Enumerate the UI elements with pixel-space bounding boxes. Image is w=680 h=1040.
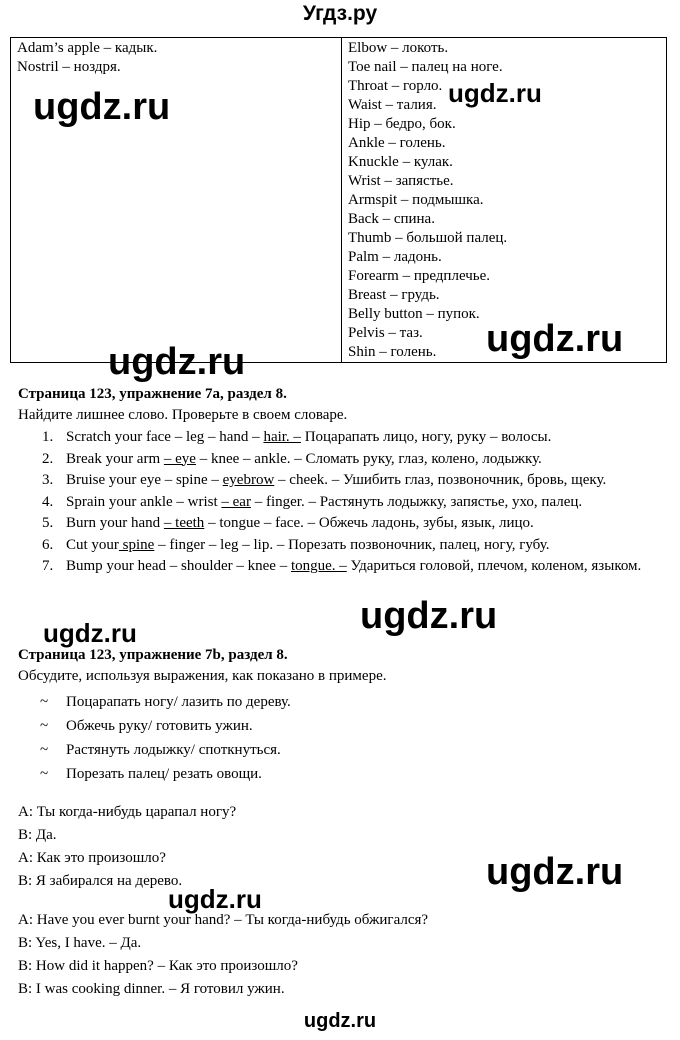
list-item	[18, 714, 291, 738]
exercise-item	[18, 470, 663, 492]
item-text: Bump your head – shoulder – knee –	[66, 558, 291, 574]
item-number: 2.	[42, 450, 54, 467]
exercise-7a-list	[18, 427, 663, 578]
site-title: Угдз.ру	[302, 2, 378, 25]
list-item	[18, 762, 291, 786]
item-text: – finger – leg – lip. – Порезать позвоночник, палец, ногу, губу.	[154, 536, 550, 553]
expression-text: Растянуть лодыжку/ споткнуться.	[66, 742, 281, 758]
vocab-entry: Waist – талия.	[348, 97, 437, 113]
section-7b-title: Страница 123, упражнение 7b, раздел 8.	[18, 647, 288, 663]
tilde-bullet: ~	[40, 766, 49, 782]
item-number: 4.	[42, 493, 54, 510]
watermark: ugdz.ru	[108, 341, 246, 383]
item-text: – tongue – face. – Обжечь ладонь, зубы, язык, лицо.	[204, 515, 534, 531]
vocab-entry: Ankle – голень.	[348, 135, 446, 151]
item-number: 5.	[42, 515, 54, 531]
vocab-entry: Palm – ладонь.	[348, 249, 442, 265]
dialog-english	[18, 909, 428, 1001]
vocab-entry: Pelvis – таз.	[348, 325, 423, 341]
watermark: ugdz.ru	[168, 884, 262, 914]
item-number: 3.	[42, 472, 54, 488]
vocab-entry: Armspit – подмышка.	[348, 192, 484, 208]
vocab-entry: Forearm – предплечье.	[348, 268, 491, 284]
item-text: Sprain your ankle – wrist	[66, 493, 222, 510]
vocab-entry: Breast – грудь.	[348, 287, 440, 303]
item-text: Bruise your eye – spine –	[66, 472, 223, 488]
odd-word: – eye	[163, 450, 196, 467]
watermark: ugdz.ru	[486, 851, 624, 893]
tilde-bullet: ~	[40, 694, 49, 710]
list-item	[18, 690, 291, 714]
item-text: – knee – ankle. – Сломать руку, глаз, колено, лодыжку.	[195, 450, 542, 467]
exercise-item	[18, 513, 663, 535]
vocab-entry: Shin – голень.	[348, 344, 437, 360]
dialog-line: A: Ты когда-нибудь царапал ногу?	[18, 804, 237, 820]
tilde-bullet: ~	[40, 718, 49, 734]
watermark: ugdz.ru	[33, 86, 171, 128]
expression-text: Поцарапать ногу/ лазить по дереву.	[66, 694, 291, 710]
item-text: Burn your hand	[66, 515, 164, 531]
dialog-line: B: Yes, I have. – Да.	[18, 935, 142, 951]
odd-word: eyebrow	[222, 472, 275, 488]
vocab-entry: Nostril – ноздря.	[17, 59, 121, 75]
item-text: Cut your	[66, 536, 119, 553]
odd-word: – ear	[221, 493, 251, 510]
vocab-entry: Thumb – большой палец.	[348, 230, 508, 246]
watermark: ugdz.ru	[448, 78, 542, 108]
dialog-line: B: Я забирался на дерево.	[18, 873, 183, 889]
dialog-line: A: Как это произошло?	[18, 850, 166, 866]
expression-list	[18, 690, 291, 786]
exercise-item	[18, 492, 663, 514]
vocab-entry: Knuckle – кулак.	[348, 154, 453, 170]
exercise-item	[18, 449, 663, 471]
item-text: Поцарапать лицо, ногу, руку – волосы.	[300, 429, 552, 445]
item-text: Break your arm	[66, 450, 164, 467]
exercise-item	[18, 556, 663, 578]
footer-watermark: ugdz.ru	[303, 1010, 377, 1032]
dialog-line: B: How did it happen? – Как это произошло?	[18, 958, 298, 974]
vocab-entry: Adam’s apple – кадык.	[17, 40, 158, 56]
expression-text: Обжечь руку/ готовить ужин.	[66, 718, 253, 734]
vocab-entry: Elbow – локоть.	[348, 40, 449, 56]
dialog-line: B: Да.	[18, 827, 57, 843]
watermark: ugdz.ru	[43, 618, 137, 648]
vocab-entry: Toe nail – палец на ноге.	[348, 59, 503, 75]
item-number: 6.	[42, 536, 54, 553]
list-item	[18, 738, 291, 762]
section-7a-instruction: Найдите лишнее слово. Проверьте в своем словаре.	[18, 407, 348, 423]
item-text: Scratch your face – leg – hand –	[66, 429, 264, 445]
odd-word: hair. –	[263, 429, 301, 445]
vocab-entry: Hip – бедро, бок.	[348, 116, 456, 132]
watermark: ugdz.ru	[486, 318, 624, 360]
item-number: 1.	[42, 429, 54, 445]
item-text: Удариться головой, плечом, коленом, языком.	[346, 558, 642, 574]
item-text: – cheek. – Ушибить глаз, позвоночник, бровь, щеку.	[274, 472, 607, 488]
dialog-russian	[18, 801, 236, 893]
exercise-item	[18, 535, 663, 557]
tilde-bullet: ~	[40, 742, 49, 758]
dialog-line: A: Have you ever burnt your hand? – Ты когда-нибудь обжигался?	[18, 912, 429, 928]
odd-word: – teeth	[163, 515, 205, 531]
exercise-item	[18, 427, 663, 449]
section-7a-title: Страница 123, упражнение 7a, раздел 8.	[18, 386, 287, 402]
item-text: – finger. – Растянуть лодыжку, запястье, ухо, палец.	[250, 493, 583, 510]
odd-word: spine	[118, 536, 155, 553]
watermark: ugdz.ru	[360, 595, 498, 637]
odd-word: tongue. –	[290, 558, 347, 574]
vocab-entry: Belly button – пупок.	[348, 306, 480, 322]
item-number: 7.	[42, 558, 54, 574]
vocab-entry: Back – спина.	[348, 211, 435, 227]
vocab-entry: Throat – горло.	[348, 78, 443, 94]
vocab-entry: Wrist – запястье.	[348, 173, 454, 189]
section-7b-instruction: Обсудите, используя выражения, как показано в примере.	[18, 668, 387, 684]
expression-text: Порезать палец/ резать овощи.	[66, 766, 262, 782]
dialog-line: B: I was cooking dinner. – Я готовил ужин.	[18, 981, 285, 997]
